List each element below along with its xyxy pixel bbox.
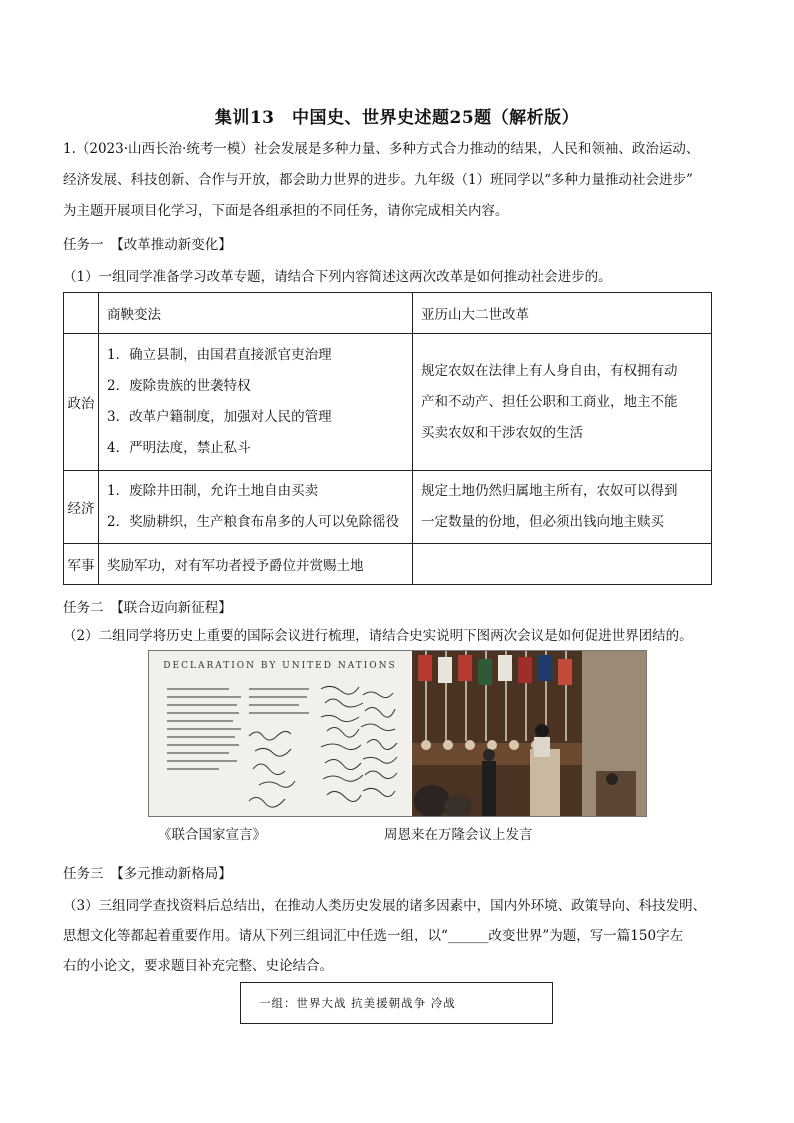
word-group-box xyxy=(240,982,553,1024)
task3-line: （3）三组同学查找资料后总结出，在推动人类历史发展的诸多因素中，国内外环境、政策导向、科技发明、 xyxy=(63,898,707,914)
task3-heading: 任务三 【多元推动新格局】 xyxy=(63,866,232,882)
declaration-document-image xyxy=(149,651,411,816)
row-label-economy: 经济 xyxy=(64,471,99,544)
task2-heading: 任务二 【联合迈向新征程】 xyxy=(63,600,232,616)
table-header-row xyxy=(64,293,712,334)
list-item: 1．废除井田制，允许土地自由买卖 xyxy=(107,483,319,499)
row-label-politics: 政治 xyxy=(64,334,99,471)
list-item: 2．废除贵族的世袭特权 xyxy=(107,378,251,394)
military-right xyxy=(413,544,712,585)
caption-declaration: 《联合国家宣言》 xyxy=(158,827,266,843)
historical-images xyxy=(148,650,647,817)
task3-line: 右的小论文，要求题目补充完整、史论结合。 xyxy=(63,958,333,974)
document-text-lines xyxy=(149,651,411,816)
list-item: 规定农奴在法律上有人身自由，有权拥有动 xyxy=(421,362,678,379)
declaration-heading: DECLARATION BY UNITED NATIONS xyxy=(163,661,397,671)
task3-line: 思想文化等都起着重要作用。请从下列三组词汇中任选一组，以“______改变世界”为题，写一篇150字左 xyxy=(63,928,684,944)
header-shang-yang: 商鞅变法 xyxy=(99,293,413,334)
list-item: 买卖农奴和干涉农奴的生活 xyxy=(421,424,583,441)
caption-bandung: 周恩来在万隆会议上发言 xyxy=(384,827,533,843)
list-item: 1．确立县制，由国君直接派官吏治理 xyxy=(107,347,332,363)
task2-question: （2）二组同学将历史上重要的国际会议进行梳理，请结合史实说明下图两次会议是如何促进世界团结的。 xyxy=(63,628,693,644)
task1-heading: 任务一 【改革推动新变化】 xyxy=(63,237,232,253)
list-item: 3．改革户籍制度，加强对人民的管理 xyxy=(107,409,332,425)
header-alexander-ii: 亚历山大二世改革 xyxy=(413,293,712,334)
task1-question: （1）一组同学准备学习改革专题，请结合下列内容简述这两次改革是如何推动社会进步的。 xyxy=(63,269,612,285)
list-item: 一定数量的份地，但必须出钱向地主赎买 xyxy=(421,514,664,530)
table-row-economy xyxy=(64,471,712,544)
photo-illustration xyxy=(412,651,646,816)
list-item: 4．严明法度，禁止私斗 xyxy=(107,440,251,456)
list-item: 产和不动产、担任公职和工商业，地主不能 xyxy=(421,393,678,410)
bandung-conference-photo xyxy=(412,651,646,816)
table-row-military xyxy=(64,544,712,585)
word-group-text: 一组：世界大战 抗美援朝战争 冷战 xyxy=(259,996,456,1010)
page-title: 集训13 中国史、世界史述题25题（解析版） xyxy=(214,108,580,128)
list-item: 规定土地仍然归属地主所有，农奴可以得到 xyxy=(421,483,678,499)
intro-line: 经济发展、科技创新、合作与开放，都会助力世界的进步。九年级（1）班同学以“多种力量推动社会进步” xyxy=(63,172,693,188)
table-row-politics xyxy=(64,334,712,471)
military-text: 奖励军功，对有军功者授予爵位并赏赐土地 xyxy=(99,544,413,585)
reform-comparison-table xyxy=(63,292,712,585)
intro-line: 1.（2023·山西长治·统考一模）社会发展是多种力量、多种方式合力推动的结果，人民和领袖、政治运动、 xyxy=(63,141,700,157)
list-item: 2．奖励耕织，生产粮食布帛多的人可以免除徭役 xyxy=(107,514,400,530)
intro-line: 为主题开展项目化学习，下面是各组承担的不同任务，请你完成相关内容。 xyxy=(63,203,509,219)
row-label-military: 军事 xyxy=(64,544,99,585)
